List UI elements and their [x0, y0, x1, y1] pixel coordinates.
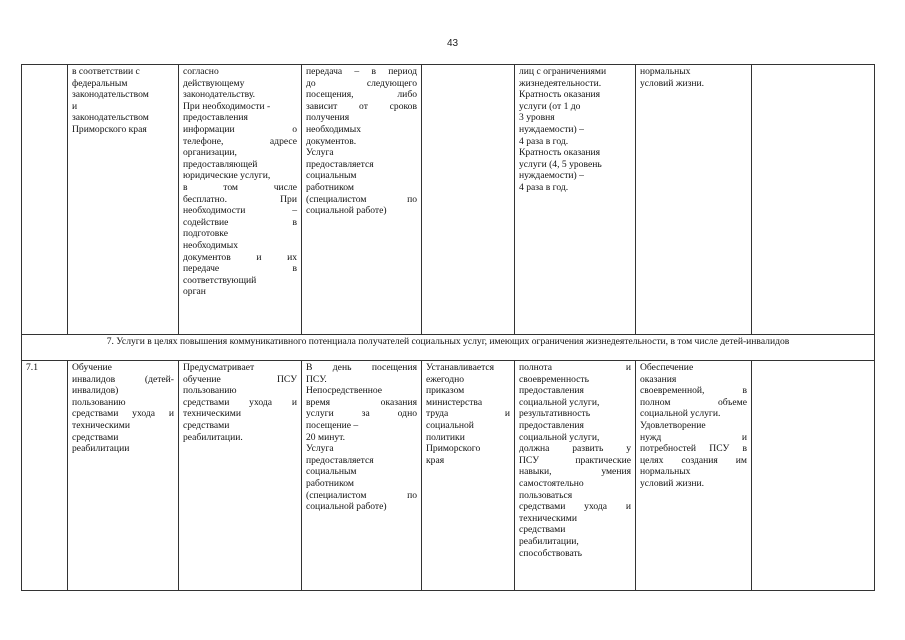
cell-text-line: условий жизни. — [640, 77, 705, 89]
cell-text-line: техническими — [183, 408, 241, 420]
cell-text-line: работником — [306, 181, 354, 193]
cell-text-line: услуги за одно — [306, 408, 417, 420]
cell-text-line: предоставления — [519, 385, 584, 397]
cell-text-line: законодательством — [72, 112, 149, 124]
cell-text-line: социальной работе) — [306, 205, 387, 217]
cell-text-line: необходимых — [183, 239, 238, 251]
cell-text-line: ежегодно — [426, 373, 465, 385]
cell-text-line: Удовлетворение — [640, 419, 706, 431]
cell-text-line: средствами ухода и — [183, 396, 297, 408]
cell-text-line: своевременной, в — [640, 385, 747, 397]
cell-text-line: 7.1 — [26, 362, 38, 373]
section-header-row — [22, 335, 875, 361]
cell-text-line: предоставления — [519, 419, 584, 431]
cell-row-number — [22, 65, 68, 335]
cell-text-line: Обеспечение — [640, 362, 694, 373]
cell-text-line: способствовать — [519, 547, 583, 559]
cell-text-line: действующему — [183, 77, 245, 89]
cell-text-line: Непосредственное — [306, 385, 383, 397]
cell-text-line: Кратность оказания — [519, 89, 601, 101]
cell-text-line: Приморского — [426, 443, 481, 455]
cell-text-line: министерства — [426, 396, 483, 408]
cell-text-line: пользованию — [183, 385, 237, 397]
cell-text-line: документов и их — [183, 251, 297, 263]
cell-text-line: лиц с ограничениями — [519, 66, 607, 77]
cell-text-line: 4 раза в год. — [519, 181, 569, 193]
cell-text-line: передача – в период — [306, 66, 417, 77]
cell-text-line: зависит от сроков — [306, 100, 417, 112]
cell-service-timing — [302, 361, 422, 591]
table-row — [22, 361, 875, 591]
cell-text-line: содействие в — [183, 216, 297, 228]
cell-text-line: в том числе — [183, 181, 297, 193]
cell-service-name — [68, 65, 179, 335]
cell-text-line: В день посещения — [306, 362, 417, 373]
cell-text-line: предоставления — [183, 112, 248, 124]
cell-text-line: социальной услуги, — [519, 396, 600, 408]
cell-text-line: труда и — [426, 408, 510, 420]
cell-text-line: соответствующий — [183, 274, 257, 286]
cell-text-line: средствами — [519, 524, 566, 536]
cell-text-line: федеральным — [72, 77, 128, 89]
cell-text-line: Услуга — [306, 147, 334, 159]
cell-text-line: реабилитации, — [519, 535, 579, 547]
cell-text-line: социальной работе) — [306, 501, 387, 513]
cell-text-line: своевременность — [519, 373, 589, 385]
cell-text-line: социальной услуги. — [640, 408, 721, 420]
cell-text-line: предоставляется — [306, 158, 374, 170]
cell-row-number — [22, 361, 68, 591]
cell-text-line: и — [72, 100, 78, 112]
cell-text-line: инвалидов) — [72, 385, 119, 397]
cell-text-line: до следующего — [306, 77, 417, 89]
cell-text-line: Услуга — [306, 443, 334, 455]
cell-text-line: ПСУ практические — [519, 454, 631, 466]
cell-text-line: обучение ПСУ — [183, 373, 297, 385]
cell-text-line: полном объеме — [640, 396, 747, 408]
cell-text-line: подготовке — [183, 228, 228, 240]
cell-text-line: орган — [183, 286, 206, 298]
cell-evaluation-criteria — [636, 65, 752, 335]
cell-text-line: Обучение — [72, 362, 112, 373]
cell-text-line: средствами — [183, 419, 230, 431]
cell-text-line: предоставляется — [306, 454, 374, 466]
cell-tariff-basis — [422, 65, 515, 335]
cell-quality-indicators — [515, 361, 636, 591]
cell-text-line: Приморского края — [72, 123, 147, 135]
cell-text-line: юридические услуги, — [183, 170, 271, 182]
cell-text-line: социальной — [426, 419, 474, 431]
cell-text-line: политики — [426, 431, 465, 443]
cell-text-line: Кратность оказания — [519, 147, 601, 159]
cell-text-line: законодательству. — [183, 89, 256, 101]
cell-text-line: должна развить у — [519, 443, 631, 455]
cell-text-line: (специалистом по — [306, 489, 417, 501]
cell-text-line: согласно — [183, 66, 219, 77]
cell-text-line: нуждаемости) – — [519, 123, 584, 135]
cell-text-line: 4 раза в год. — [519, 135, 569, 147]
cell-text-line: организации, — [183, 147, 237, 159]
cell-service-description — [179, 65, 302, 335]
cell-text-line: (специалистом по — [306, 193, 417, 205]
cell-text-line: 3 уровня — [519, 112, 555, 124]
cell-tariff-basis — [422, 361, 515, 591]
cell-text-line: посещение – — [306, 419, 359, 431]
cell-service-description — [179, 361, 302, 591]
cell-text-line: социальной услуги, — [519, 431, 600, 443]
cell-text-line: ПСУ. — [306, 373, 327, 385]
cell-text-line: реабилитации — [72, 443, 130, 455]
cell-text-line: получения — [306, 112, 350, 124]
section-title: 7. Услуги в целях повышения коммуникативного потенциала получателей социальных услуг, имеющих ограничения жизнедеятельности, в том числе детей-инвалидов — [22, 335, 875, 361]
cell-text-line: Устанавливается — [426, 362, 495, 373]
cell-service-name — [68, 361, 179, 591]
cell-text-line: результативность — [519, 408, 591, 420]
cell-text-line: нужд и — [640, 431, 747, 443]
cell-text-line: средствами ухода и — [72, 408, 174, 420]
cell-text-line: телефоне, адресе — [183, 135, 297, 147]
cell-text-line: передаче в — [183, 263, 297, 275]
cell-text-line: посещения, либо — [306, 89, 417, 101]
cell-text-line: необходимых — [306, 123, 361, 135]
cell-text-line: целях создания им — [640, 454, 747, 466]
cell-conditions-notes — [752, 361, 875, 591]
cell-text-line: техническими — [72, 419, 130, 431]
cell-text-line: самостоятельно — [519, 477, 584, 489]
cell-text-line: жизнедеятельности. — [519, 77, 602, 89]
cell-text-line: социальным — [306, 170, 357, 182]
cell-text-line: информации о — [183, 123, 297, 135]
cell-text-line: законодательством — [72, 89, 149, 101]
cell-text-line: бесплатно. При — [183, 193, 297, 205]
cell-text-line: навыки, умения — [519, 466, 631, 478]
cell-text-line: приказом — [426, 385, 465, 397]
cell-text-line: предоставляющей — [183, 158, 258, 170]
cell-text-line: нуждаемости) – — [519, 170, 584, 182]
cell-text-line: полнота и — [519, 362, 631, 373]
cell-text-line: время оказания — [306, 396, 417, 408]
cell-text-line: потребностей ПСУ в — [640, 443, 747, 455]
cell-text-line: края — [426, 454, 445, 466]
cell-text-line: пользованию — [72, 396, 126, 408]
page-number: 43 — [446, 38, 459, 49]
cell-text-line: При необходимости - — [183, 100, 271, 112]
cell-text-line: техническими — [519, 512, 577, 524]
cell-text-line: социальным — [306, 466, 357, 478]
cell-text-line: нормальных — [640, 66, 691, 77]
cell-text-line: работником — [306, 477, 354, 489]
cell-text-line: реабилитации. — [183, 431, 243, 443]
cell-quality-indicators — [515, 65, 636, 335]
cell-text-line: услуги (от 1 до — [519, 100, 581, 112]
cell-text-line: нормальных — [640, 466, 691, 478]
services-table — [21, 64, 875, 591]
cell-text-line: средствами ухода и — [519, 501, 631, 513]
table-row — [22, 65, 875, 335]
cell-text-line: необходимости – — [183, 205, 297, 217]
cell-service-timing — [302, 65, 422, 335]
cell-text-line: Предусматривает — [183, 362, 255, 373]
cell-evaluation-criteria — [636, 361, 752, 591]
cell-text-line: пользоваться — [519, 489, 573, 501]
cell-conditions-notes — [752, 65, 875, 335]
cell-text-line: в соответствии с — [72, 66, 140, 77]
cell-text-line: средствами — [72, 431, 119, 443]
cell-text-line: 20 минут. — [306, 431, 345, 443]
cell-text-line: условий жизни. — [640, 477, 705, 489]
cell-text-line: инвалидов (детей- — [72, 373, 174, 385]
cell-text-line: документов. — [306, 135, 357, 147]
cell-text-line: услуги (4, 5 уровень — [519, 158, 602, 170]
cell-text-line: оказания — [640, 373, 677, 385]
